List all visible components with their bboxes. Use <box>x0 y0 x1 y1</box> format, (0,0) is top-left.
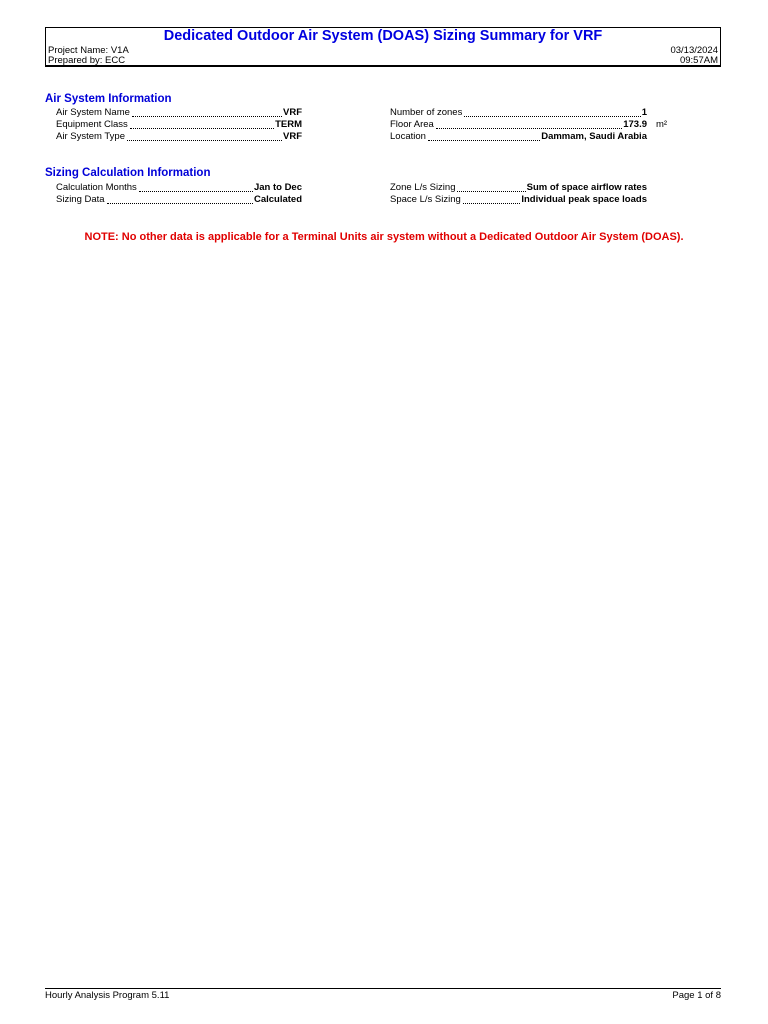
field-label: Sizing Data <box>56 194 105 205</box>
number-of-zones-row <box>390 107 647 119</box>
prepared-by: Prepared by: ECC <box>48 55 126 66</box>
project-name: Project Name: V1A <box>48 45 129 56</box>
field-value: 173.9 <box>623 119 647 130</box>
leader-dots <box>463 203 521 204</box>
field-label: Air System Type <box>56 131 125 142</box>
floor-area-unit: m² <box>656 119 668 130</box>
page-number: Page 1 of 8 <box>672 990 721 1001</box>
field-label: Air System Name <box>56 107 130 118</box>
leader-dots <box>127 140 282 141</box>
report-title: Dedicated Outdoor Air System (DOAS) Sizing Summary for VRF <box>163 28 603 44</box>
field-value: Individual peak space loads <box>521 194 647 205</box>
field-label: Space L/s Sizing <box>390 194 461 205</box>
field-label: Floor Area <box>390 119 434 130</box>
leader-dots <box>457 191 525 192</box>
field-value: TERM <box>275 119 302 130</box>
field-label: Zone L/s Sizing <box>390 182 456 193</box>
field-label: Number of zones <box>390 107 463 118</box>
floor-area-row <box>390 119 647 131</box>
leader-dots <box>130 128 274 129</box>
sizing-heading: Sizing Calculation Information <box>45 167 211 179</box>
sizing-data-row <box>56 194 302 206</box>
doas-note: NOTE: No other data is applicable for a Terminal Units air system without a Dedicated Outdoor Air System (DOAS). <box>84 231 684 243</box>
field-value: Dammam, Saudi Arabia <box>541 131 647 142</box>
footer-divider <box>45 988 721 989</box>
field-value: Sum of space airflow rates <box>526 182 647 193</box>
air-system-name-row <box>56 107 302 119</box>
field-label: Location <box>390 131 426 142</box>
program-name: Hourly Analysis Program 5.11 <box>45 990 170 1001</box>
report-date: 03/13/2024 <box>670 45 718 56</box>
leader-dots <box>132 116 282 117</box>
leader-dots <box>428 140 540 141</box>
field-value: Jan to Dec <box>253 182 302 193</box>
space-ls-sizing-row <box>390 194 647 206</box>
leader-dots <box>107 203 253 204</box>
field-label: Calculation Months <box>56 182 137 193</box>
calculation-months-row <box>56 182 302 194</box>
field-value: Calculated <box>253 194 302 205</box>
air-system-heading: Air System Information <box>45 93 172 105</box>
field-value: 1 <box>641 107 647 118</box>
location-row <box>390 131 647 143</box>
report-time: 09:57AM <box>679 55 718 66</box>
field-value: VRF <box>283 107 302 118</box>
field-value: VRF <box>283 131 302 142</box>
leader-dots <box>436 128 622 129</box>
leader-dots <box>464 116 640 117</box>
leader-dots <box>139 191 253 192</box>
equipment-class-row <box>56 119 302 131</box>
air-system-type-row <box>56 131 302 143</box>
zone-ls-sizing-row <box>390 182 647 194</box>
field-label: Equipment Class <box>56 119 128 130</box>
report-header <box>45 27 721 67</box>
